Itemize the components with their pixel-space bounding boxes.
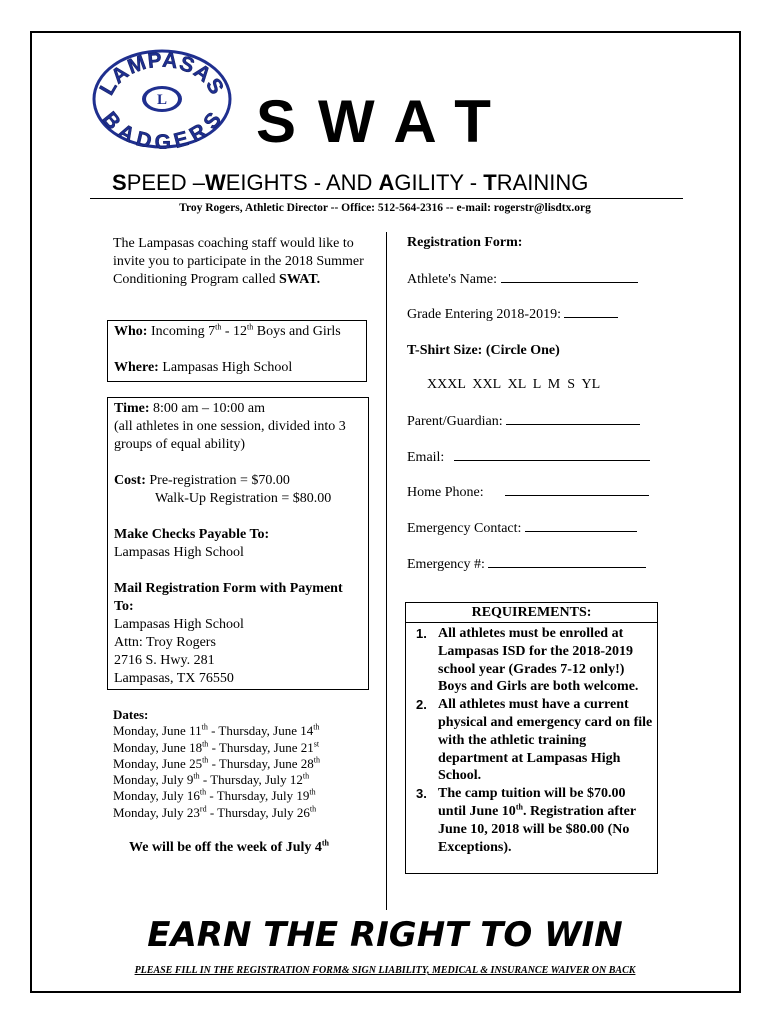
parent-field[interactable]: Parent/Guardian: [407,414,640,430]
date-row: Monday, July 23rd - Thursday, July 26th [113,804,317,820]
time-line: Time: 8:00 am – 10:00 am [114,401,266,416]
home-phone-field[interactable]: Home Phone: [407,485,649,501]
time-note: (all athletes in one session, divided into 3 groups of equal ability) [114,419,346,452]
mail-line-1: Lampasas High School [114,617,244,632]
mail-line-2: Attn: Troy Rogers [114,635,216,650]
registration-title: Registration Form: [407,235,523,250]
mail-label: Mail Registration Form with Payment To: [114,581,343,614]
column-divider [386,232,387,910]
grade-field[interactable]: Grade Entering 2018-2019: [407,307,618,323]
date-row: Monday, July 16th - Thursday, July 19th [113,788,316,804]
date-row: Monday, June 11th - Thursday, June 14th [113,722,320,739]
slogan: EARN THE RIGHT TO WIN [147,915,623,955]
page-title: SWAT [256,88,513,155]
details-box [107,397,369,690]
checks-label: Make Checks Payable To: [114,527,270,542]
requirements-list [406,623,657,856]
emergency-number-field[interactable]: Emergency #: [407,557,646,573]
date-row: Monday, June 25th - Thursday, June 28th [113,755,320,771]
who-where-box [107,320,367,382]
mail-line-4: Lampasas, TX 76550 [114,671,234,686]
lampasas-badgers-logo [92,49,232,149]
program-subtitle: SPEED –WEIGHTS - AND AGILITY - TRAINING [112,170,589,195]
program-name: SWAT. [279,272,321,287]
date-row: Monday, June 18th - Thursday, June 21st [113,739,320,755]
athlete-name-field[interactable]: Athlete's Name: [407,272,638,288]
mail-line-3: 2716 S. Hwy. 281 [114,653,215,668]
logo-letter: L [156,92,168,108]
tshirt-size-options[interactable]: XXXL XXL XL L M S YL [427,377,601,392]
requirement-item: 1. All athletes must be enrolled at Lampasas ISD for the 2018-2019 school year (Grades 7-12 only!) Boys and Girls are both welcome. [416,626,639,695]
email-field[interactable]: Email: [407,450,650,466]
date-row: Monday, July 9th - Thursday, July 12th [113,771,310,788]
cost-line: Cost: Pre-registration = $70.00 [114,473,290,488]
dates-list [113,707,373,821]
subtitle-rule [90,198,683,199]
requirement-item: 2. All athletes must have a current physical and emergency card on file with the athletic training department at Lampasas High School. [416,697,653,784]
logo-top-text: LAMPASAS [95,49,229,100]
where-line: Where: Lampasas High School [114,360,293,375]
requirement-item: 3. The camp tuition will be $70.00 until June 10th. Registration after June 10, 2018 will be $80.00 (No Exceptions). [416,786,636,855]
requirements-title: REQUIREMENTS: [406,603,657,623]
who-line: Who: Incoming 7th - 12th Boys and Girls [114,322,341,339]
checks-value: Lampasas High School [114,545,244,560]
tshirt-label: T-Shirt Size: (Circle One) [407,343,560,358]
walkup-cost: Walk-Up Registration = $80.00 [155,491,332,506]
off-week-note: We will be off the week of July 4th [129,838,329,855]
intro-paragraph: The Lampasas coaching staff would like to invite you to participate in the 2018 Summer Conditioning Program called SWAT. [113,236,364,287]
emergency-contact-field[interactable]: Emergency Contact: [407,521,637,537]
requirements-box [405,602,658,874]
contact-line: Troy Rogers, Athletic Director -- Office: 512-564-2316 -- e-mail: rogerstr@lisdtx.org [179,202,591,214]
waiver-note: PLEASE FILL IN THE REGISTRATION FORM& SIGN LIABILITY, MEDICAL & INSURANCE WAIVER ON BACK [134,965,636,976]
logo-bottom-text: BADGERS [97,107,227,149]
dates-label: Dates: [113,707,149,722]
